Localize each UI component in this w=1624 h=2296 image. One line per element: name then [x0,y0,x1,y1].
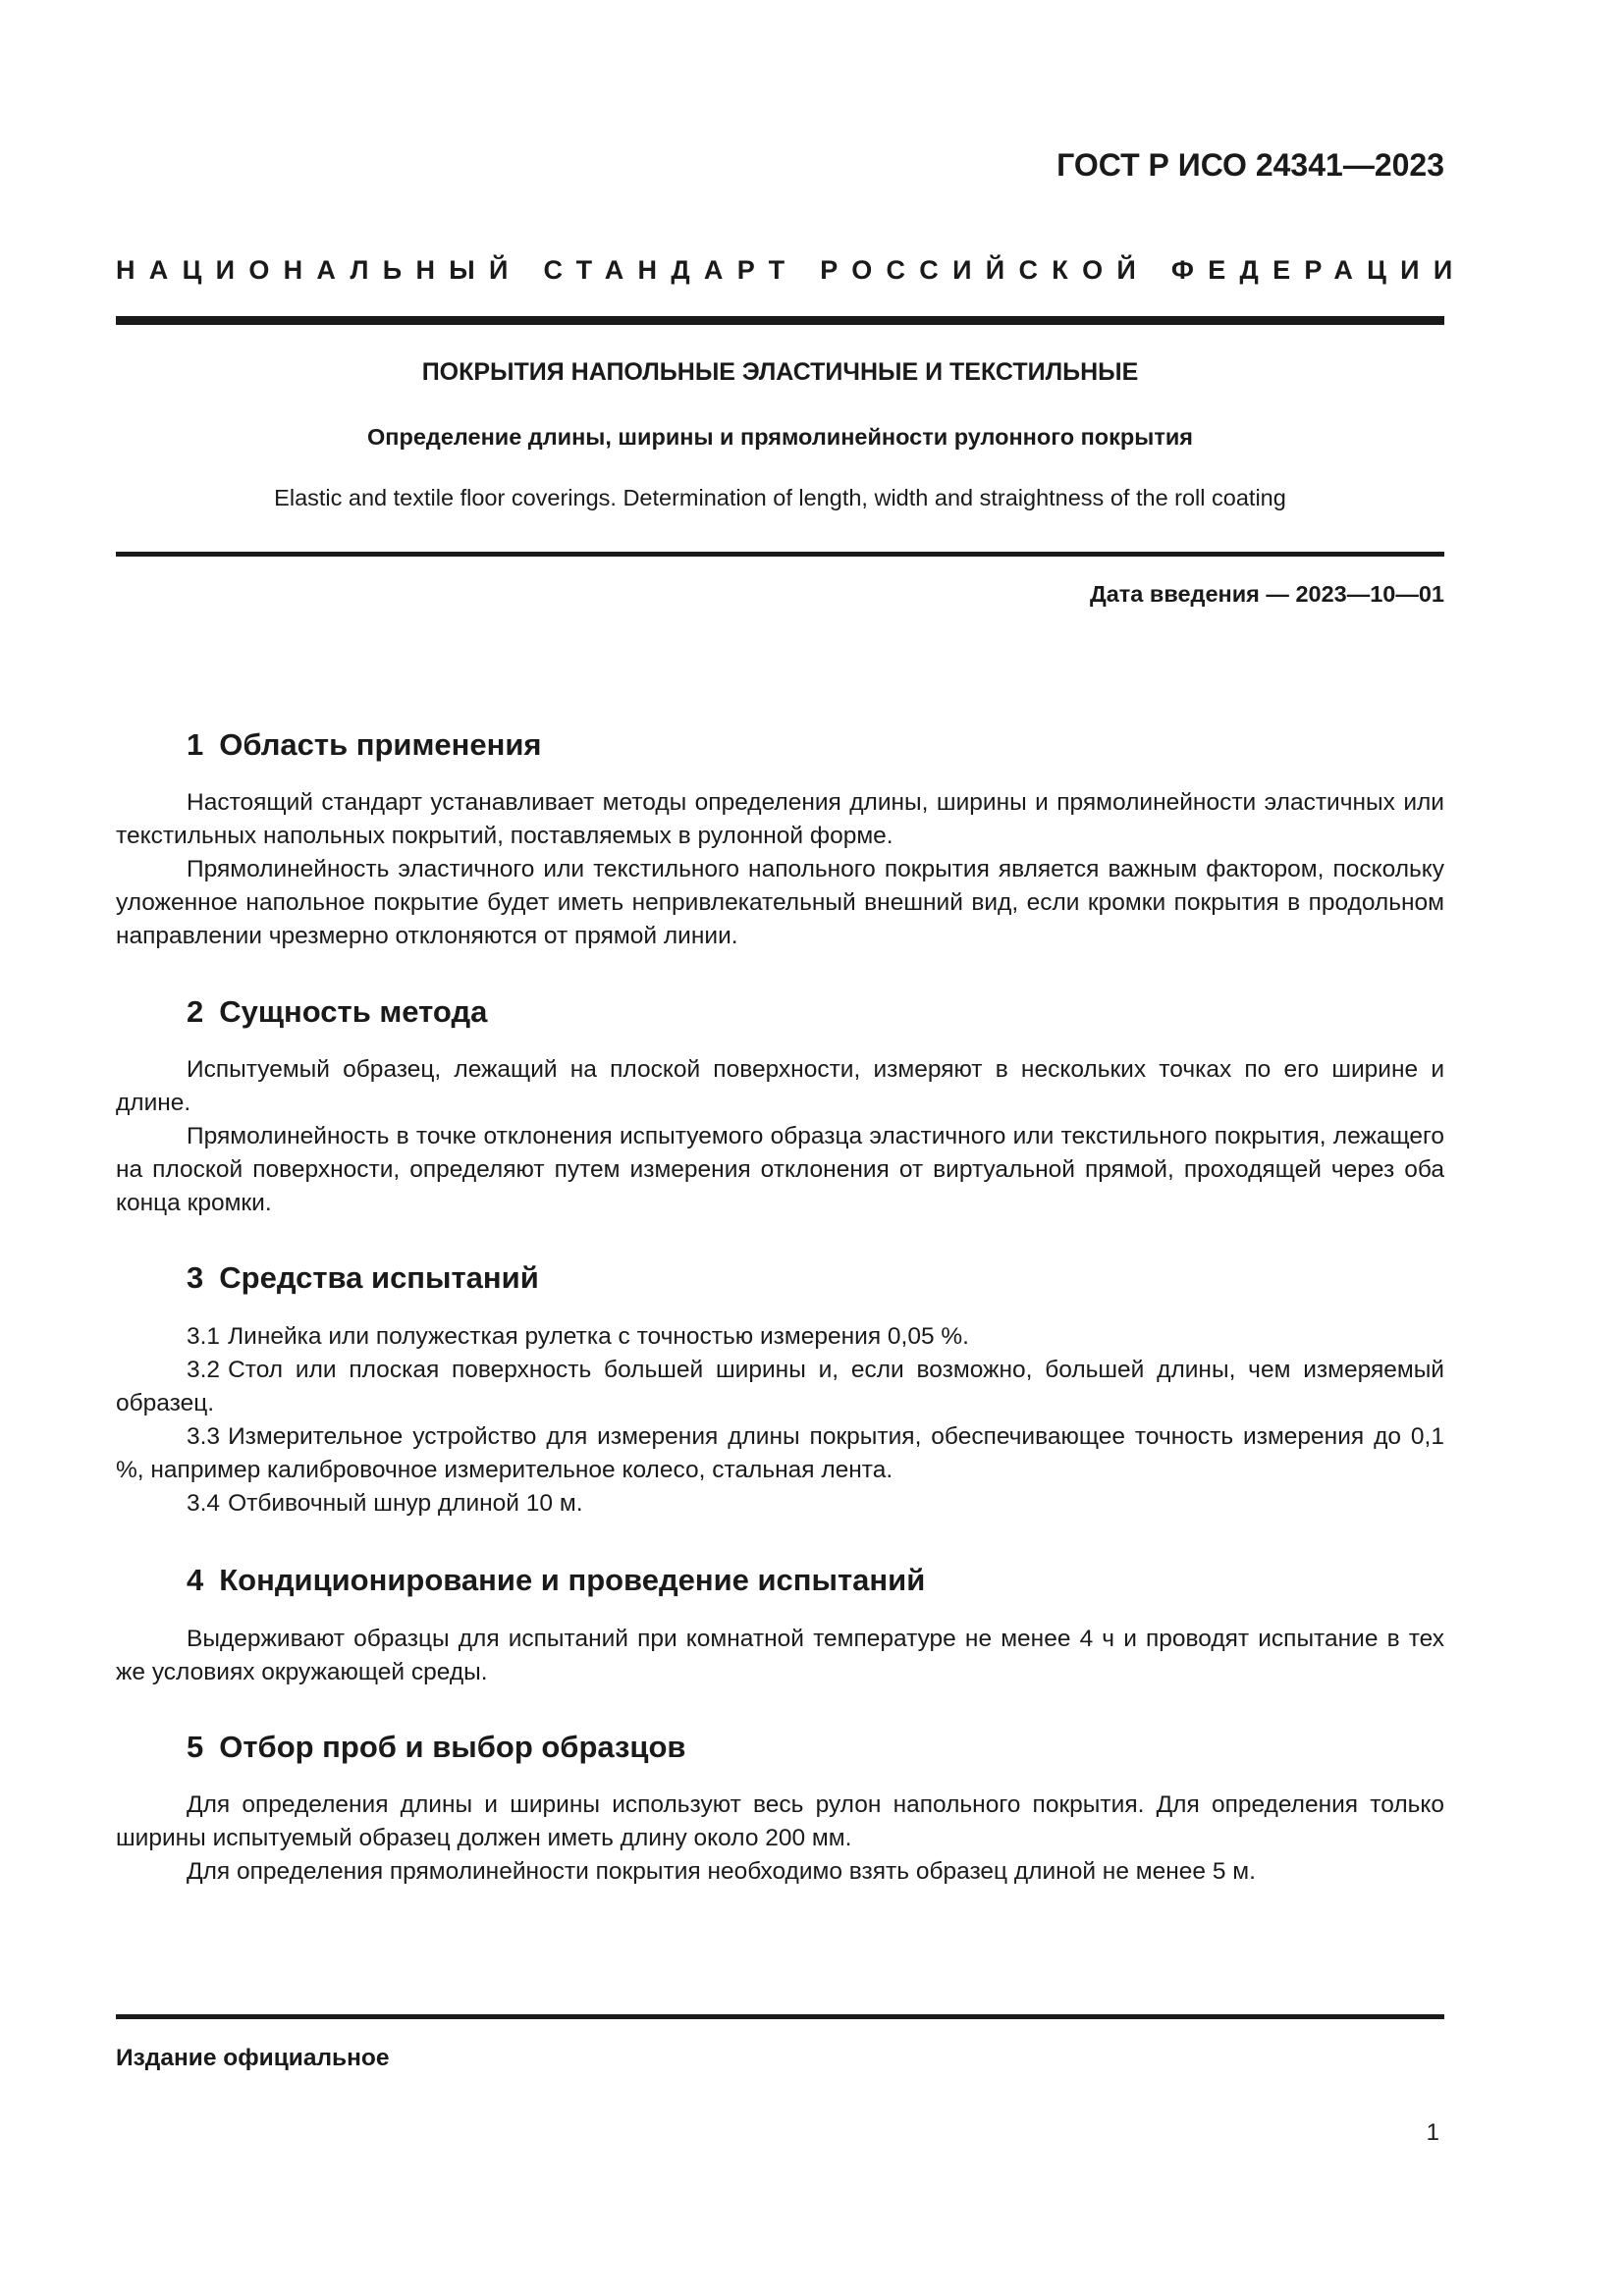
section-title: Область применения [219,727,542,762]
section-number: 5 [187,1730,204,1764]
document-title: ПОКРЫТИЯ НАПОЛЬНЫЕ ЭЛАСТИЧНЫЕ И ТЕКСТИЛЬНЫЕ [421,358,1139,386]
document-subtitle: Определение длины, ширины и прямолинейности рулонного покрытия [367,424,1193,450]
item-text: Линейка или полужесткая рулетка с точностью измерения 0,05 %. [228,1323,969,1350]
item-number: 3.1 [187,1323,221,1350]
section-number: 3 [187,1260,204,1295]
page-number: 1 [1426,2119,1439,2146]
section-3-item-3 [116,1420,1444,1487]
english-title: Elastic and textile floor coverings. Determination of length, width and straightness of the roll coating [274,485,1286,510]
item-number: 3.2 [187,1357,221,1383]
document-code: ГОСТ Р ИСО 24341—2023 [1056,147,1444,183]
item-text: Отбивочный шнур длиной 10 м. [228,1490,583,1517]
section-title: Сущность метода [219,994,488,1029]
section-1-paragraph-1: Настоящий стандарт устанавливает методы определения длины, ширины и прямолинейности эластичных или текстильных напольных покрытий, поставляемых в рулонной форме. [116,789,1444,849]
footer-divider [116,2014,1444,2019]
section-1-heading [187,727,542,763]
section-number: 4 [187,1563,204,1597]
item-text: Стол или плоская поверхность большей ширины и, если возможно, большей длины, чем измеряемый образец. [116,1357,1444,1416]
title-divider [116,552,1444,557]
section-2-heading [187,994,487,1030]
section-title: Кондиционирование и проведение испытаний [219,1563,926,1597]
section-title: Средства испытаний [219,1260,539,1295]
section-number: 2 [187,994,204,1029]
edition-label: Издание официальное [116,2045,390,2071]
item-text: Измерительное устройство для измерения длины покрытия, обеспечивающее точность измерения до 0,1 %, например калибровочное измерительное колесо, стальная лента. [116,1423,1444,1483]
section-4-paragraph-1: Выдерживают образцы для испытаний при комнатной температуре не менее 4 ч и проводят испытание в тех же условиях окружающей среды. [116,1626,1444,1685]
item-number: 3.4 [187,1490,221,1517]
introduction-date: Дата введения — 2023—10—01 [1089,581,1444,607]
section-3-item-4 [116,1487,1444,1521]
header-divider [116,316,1444,325]
section-5-paragraph-2: Для определения прямолинейности покрытия необходимо взять образец длиной не менее 5 м. [187,1858,1256,1885]
section-3-item-2 [116,1354,1444,1420]
item-number: 3.3 [187,1423,221,1450]
section-2-paragraph-1: Испытуемый образец, лежащий на плоской поверхности, измеряют в нескольких точках по его ширине и длине. [116,1056,1444,1116]
section-2-paragraph-2: Прямолинейность в точке отклонения испытуемого образца эластичного или текстильного покрытия, лежащего на плоской поверхности, определяют путем измерения отклонения от виртуальной прямой, проходящей через оба конца кромки. [116,1123,1444,1216]
section-1-paragraph-2: Прямолинейность эластичного или текстильного напольного покрытия является важным фактором, поскольку уложенное напольное покрытие будет иметь непривлекательный внешний вид, если кромки покрытия в продольном направлении чрезмерно отклоняются от прямой линии. [116,856,1444,949]
section-5-heading [187,1730,685,1765]
section-title: Отбор проб и выбор образцов [219,1730,686,1764]
section-4-heading [187,1563,925,1598]
section-5-paragraph-1: Для определения длины и ширины используют весь рулон напольного покрытия. Для определения только ширины испытуемый образец должен иметь длину около 200 мм. [116,1791,1444,1851]
section-3-item-1 [116,1320,1444,1354]
section-3-heading [187,1260,539,1296]
standard-title: НАЦИОНАЛЬНЫЙ СТАНДАРТ РОССИЙСКОЙ ФЕДЕРАЦИИ [116,255,1467,285]
section-number: 1 [187,727,204,762]
